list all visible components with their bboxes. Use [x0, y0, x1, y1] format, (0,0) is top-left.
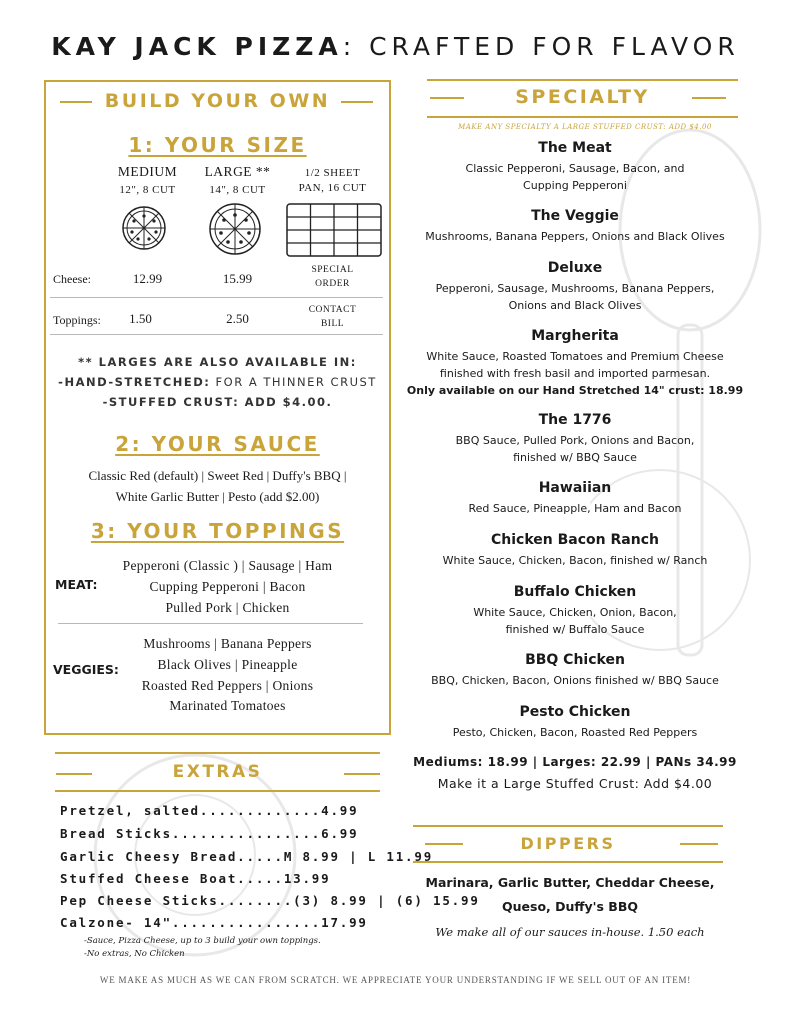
specialty-item-desc: Cupping Pepperoni	[523, 179, 627, 192]
specialty-item-desc: Classic Pepperoni, Sausage, Bacon, and	[465, 162, 685, 175]
dippers-line1: Marinara, Garlic Butter, Cheddar Cheese,	[425, 875, 715, 890]
divider	[55, 752, 380, 754]
size-medium-sub: 12", 8 CUT	[119, 184, 176, 196]
sheet-pan-16-cut-icon	[286, 203, 382, 257]
meat-line1: Pepperoni (Classic ) | Sausage | Ham	[122, 558, 333, 573]
specialty-item-name: BBQ Chicken	[525, 652, 625, 668]
meat-line2: Cupping Pepperoni | Bacon	[149, 579, 306, 594]
dippers-line2: Queso, Duffy's BBQ	[502, 899, 638, 914]
specialty-item-desc: White Sauce, Roasted Tomatoes and Premium Cheese	[426, 350, 724, 363]
divider	[50, 334, 383, 335]
size-large-name: LARGE **	[204, 164, 271, 179]
extra-note: -No extras, No Chicken	[84, 949, 185, 959]
specialty-heading: SPECIALTY	[515, 86, 650, 108]
specialty-item-desc: White Sauce, Chicken, Bacon, finished w/ Ranch	[442, 554, 708, 567]
pizza-8-cut-icon	[121, 205, 167, 251]
veggies-label: VEGGIES:	[53, 662, 119, 677]
specialty-item-desc: BBQ Sauce, Pulled Pork, Onions and Bacon,	[455, 434, 695, 447]
specialty-item-desc: finished with fresh basil and imported parmesan.	[439, 367, 711, 380]
divider	[427, 79, 738, 81]
veg-line1: Mushrooms | Banana Peppers	[143, 636, 312, 651]
price-medium-cheese: 12.99	[132, 271, 163, 286]
size-pan-cut: PAN, 16 CUT	[298, 182, 367, 194]
specialty-item-desc: White Sauce, Chicken, Onion, Bacon,	[473, 606, 677, 619]
price-large-cheese: 15.99	[222, 271, 253, 286]
specialty-item-desc: finished w/ Buffalo Sauce	[505, 623, 645, 636]
specialty-item-name: Hawaiian	[538, 480, 612, 496]
your-sauce-heading: 2: YOUR SAUCE	[115, 432, 320, 456]
specialty-item-name: Buffalo Chicken	[513, 584, 637, 600]
row-label-toppings: Toppings:	[53, 313, 101, 327]
price-pan-toppings: CONTACT BILL	[308, 305, 357, 329]
pizza-8-cut-large-icon	[208, 202, 262, 256]
size-medium-name: MEDIUM	[117, 164, 178, 179]
meat-label: MEAT:	[55, 577, 98, 592]
specialty-stuffed-crust: Make it a Large Stuffed Crust: Add $4.00	[437, 776, 713, 791]
your-size-heading: 1: YOUR SIZE	[128, 133, 307, 157]
build-your-own-heading: BUILD YOUR OWN	[104, 90, 331, 112]
specialty-item-desc: finished w/ BBQ Sauce	[513, 451, 637, 464]
divider	[50, 297, 383, 298]
price-pan-cheese: SPECIAL ORDER	[311, 265, 354, 289]
divider	[55, 790, 380, 792]
specialty-item-name: Margherita	[531, 328, 619, 344]
specialty-prices: Mediums: 18.99 | Larges: 22.99 | PANs 34.99	[413, 755, 737, 769]
divider	[413, 825, 723, 827]
specialty-item-name: Deluxe	[547, 260, 603, 276]
specialty-item-desc: Pesto, Chicken, Bacon, Roasted Red Peppers	[452, 726, 698, 739]
sauce-line1: Classic Red (default) | Sweet Red | Duffy's BBQ |	[88, 468, 347, 483]
your-toppings-heading: 3: YOUR TOPPINGS	[90, 519, 345, 543]
sauce-line2: White Garlic Butter | Pesto (add $2.00)	[115, 489, 320, 504]
page-title: KAY JACK PIZZA: CRAFTED FOR FLAVOR	[51, 32, 740, 61]
extras-heading: EXTRAS	[172, 762, 263, 782]
veg-line3: Roasted Red Peppers | Onions	[141, 678, 314, 693]
specialty-item-desc: Pepperoni, Sausage, Mushrooms, Banana Peppers,	[435, 282, 715, 295]
extra-note: -Sauce, Pizza Cheese, up to 3 build your own toppings.	[84, 936, 321, 946]
row-label-cheese: Cheese:	[53, 272, 91, 286]
specialty-item-desc: Mushrooms, Banana Peppers, Onions and Black Olives	[425, 230, 725, 243]
divider	[427, 116, 738, 118]
large-note-line2: -HAND-STRETCHED: FOR A THINNER CRUST	[58, 375, 377, 389]
specialty-item-desc: Red Sauce, Pineapple, Ham and Bacon	[468, 502, 682, 515]
price-medium-toppings: 1.50	[129, 311, 152, 326]
specialty-item-name: The Meat	[538, 140, 612, 156]
specialty-item-desc: Onions and Black Olives	[508, 299, 642, 312]
specialty-item-name: Chicken Bacon Ranch	[491, 532, 659, 548]
dippers-heading: DIPPERS	[520, 834, 616, 853]
veg-line2: Black Olives | Pineapple	[157, 657, 298, 672]
specialty-item-note: Only available on our Hand Stretched 14" crust: 18.99	[406, 384, 744, 397]
extra-item: Pep Cheese Sticks........(3) 8.99 | (6) 15.99	[60, 893, 480, 908]
extra-item: Calzone- 14"................17.99	[60, 915, 368, 930]
large-note-line3: -STUFFED CRUST: ADD $4.00.	[102, 395, 333, 409]
large-note-line1: ** LARGES ARE ALSO AVAILABLE IN:	[78, 355, 357, 369]
divider	[58, 623, 363, 624]
extra-item: Stuffed Cheese Boat.....13.99	[60, 871, 331, 886]
meat-line3: Pulled Pork | Chicken	[165, 600, 290, 615]
footer-note: WE MAKE AS MUCH AS WE CAN FROM SCRATCH. WE APPRECIATE YOUR UNDERSTANDING IF WE SELL OUT OF AN ITEM!	[99, 975, 692, 985]
specialty-stuffed-note: MAKE ANY SPECIALTY A LARGE STUFFED CRUST: ADD $4.00	[458, 123, 712, 131]
divider	[413, 861, 723, 863]
veg-line4: Marinated Tomatoes	[169, 698, 286, 713]
extra-item: Bread Sticks................6.99	[60, 826, 359, 841]
size-pan-name: 1/2 SHEET	[304, 167, 361, 179]
specialty-item-desc: BBQ, Chicken, Bacon, Onions finished w/ BBQ Sauce	[431, 674, 719, 687]
dippers-note: We make all of our sauces in-house. 1.50 each	[435, 925, 705, 939]
specialty-item-name: Pesto Chicken	[519, 704, 631, 720]
price-large-toppings: 2.50	[226, 311, 249, 326]
extra-item: Garlic Cheesy Bread.....M 8.99 | L 11.99	[60, 849, 434, 864]
extra-item: Pretzel, salted.............4.99	[60, 803, 359, 818]
specialty-item-name: The 1776	[538, 412, 612, 428]
specialty-item-name: The Veggie	[531, 208, 619, 224]
size-large-sub: 14", 8 CUT	[209, 184, 266, 196]
